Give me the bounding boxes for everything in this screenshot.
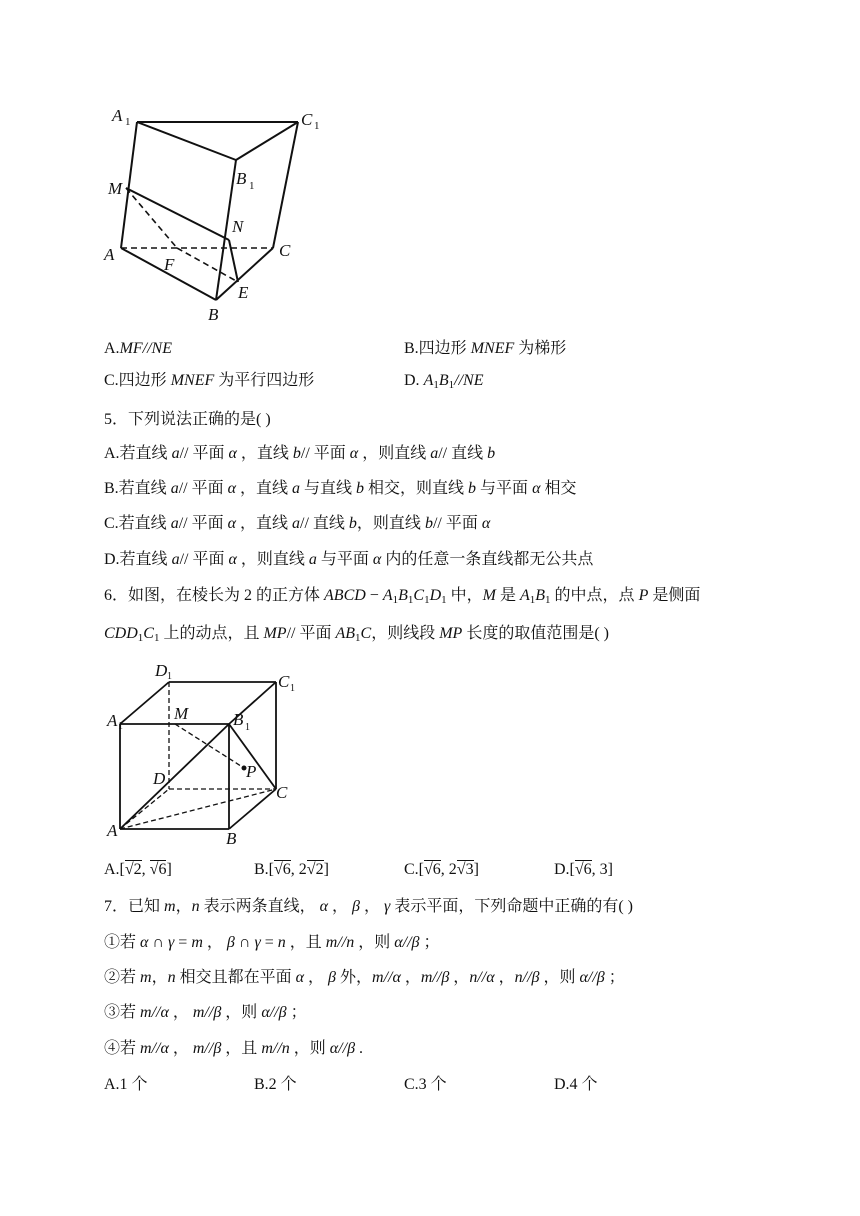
q6-option-b: B.[√6, 2√2] xyxy=(254,861,329,878)
q4-option-b: B.四边形 MNEF 为梯形 xyxy=(404,340,567,357)
q5-stem: 5．下列说法正确的是( ) xyxy=(104,411,271,428)
label-B1-sub: 1 xyxy=(245,722,250,733)
label-F: F xyxy=(164,255,175,274)
q6-option-c: C.[√6, 2√3] xyxy=(404,861,479,878)
label-C: C xyxy=(279,241,291,260)
label-M: M xyxy=(174,704,189,723)
q7-statement-4: ④若 m//α ， m//β ，且 m//n ，则 α//β . xyxy=(104,1040,364,1057)
q5-option-d: D.若直线 a// 平面 α ，则直线 a 与平面 α 内的任意一条直线都无公共点 xyxy=(104,551,594,568)
q7-option-c: C.3 个 xyxy=(404,1076,447,1093)
q7-stem: 7．已知 m，n 表示两条直线， α ， β ， γ 表示平面，下列命题中正确的有( ) xyxy=(104,898,633,915)
label-C1: C xyxy=(278,672,290,691)
label-B1: B xyxy=(236,169,247,188)
label-D1-sub: 1 xyxy=(167,671,172,682)
q7-statement-2: ②若 m，n 相交且都在平面 α ， β 外，m//α ，m//β ，n//α ，n//β ，则 α//β ； xyxy=(104,969,625,986)
label-A: A xyxy=(107,821,118,840)
q6-stem-line2: $CDD_1C_1$ 上的动点，且 MP// 平面 $AB_1C$，则线段 MP 长度的取值范围是( ) xyxy=(104,625,609,644)
q5-option-b: B.若直线 a// 平面 α ，直线 a 与直线 b 相交，则直线 b 与平面 α 相交 xyxy=(104,480,577,497)
label-E: E xyxy=(238,283,249,302)
cube-figure xyxy=(100,655,300,845)
q7-statement-1: ①若 α ∩ γ = m ， β ∩ γ = n ，且 m//n ，则 α//β ； xyxy=(104,934,440,951)
label-A1-sub: 1 xyxy=(125,116,131,128)
label-C1-sub: 1 xyxy=(290,683,295,694)
label-P: P xyxy=(246,762,257,781)
label-B1: B xyxy=(233,710,244,729)
label-C1-sub: 1 xyxy=(314,120,320,132)
prism-figure xyxy=(100,100,340,330)
label-B1-sub: 1 xyxy=(249,180,255,192)
label-M: M xyxy=(108,179,123,198)
label-A1-sub: 1 xyxy=(118,721,123,732)
label-D: D xyxy=(153,769,166,788)
q4-option-c: C.四边形 MNEF 为平行四边形 xyxy=(104,372,315,389)
label-N: N xyxy=(232,217,244,236)
q6-stem-line1: 6．如图，在棱长为 2 的正方体 ABCD − $A_1B_1C_1D_1$ 中，M 是 $A_1B_1$ 的中点，点 P 是侧面 xyxy=(104,587,701,606)
q5-option-c: C.若直线 a// 平面 α ，直线 a// 直线 b，则直线 b// 平面 α xyxy=(104,515,491,532)
q6-option-d: D.[√6, 3] xyxy=(554,861,613,878)
q7-statement-3: ③若 m//α ， m//β ，则 α//β ； xyxy=(104,1004,307,1021)
label-B: B xyxy=(226,829,237,845)
label-B: B xyxy=(208,305,219,324)
q6-option-a: A.[√2, √6] xyxy=(104,861,172,878)
label-A1: A xyxy=(107,711,118,730)
label-A: A xyxy=(104,245,115,264)
q4-option-a: A.MF//NE xyxy=(104,340,172,357)
label-A1: A xyxy=(112,106,123,125)
label-C: C xyxy=(276,783,288,802)
q7-option-b: B.2 个 xyxy=(254,1076,297,1093)
label-D1: D xyxy=(155,661,168,680)
q7-option-a: A.1 个 xyxy=(104,1076,148,1093)
label-C1: C xyxy=(301,110,313,129)
q7-option-d: D.4 个 xyxy=(554,1076,598,1093)
q5-option-a: A.若直线 a// 平面 α ，直线 b// 平面 α ，则直线 a// 直线 b xyxy=(104,445,496,462)
q4-option-d: D. $A_1B_1//NE$ xyxy=(404,372,484,391)
